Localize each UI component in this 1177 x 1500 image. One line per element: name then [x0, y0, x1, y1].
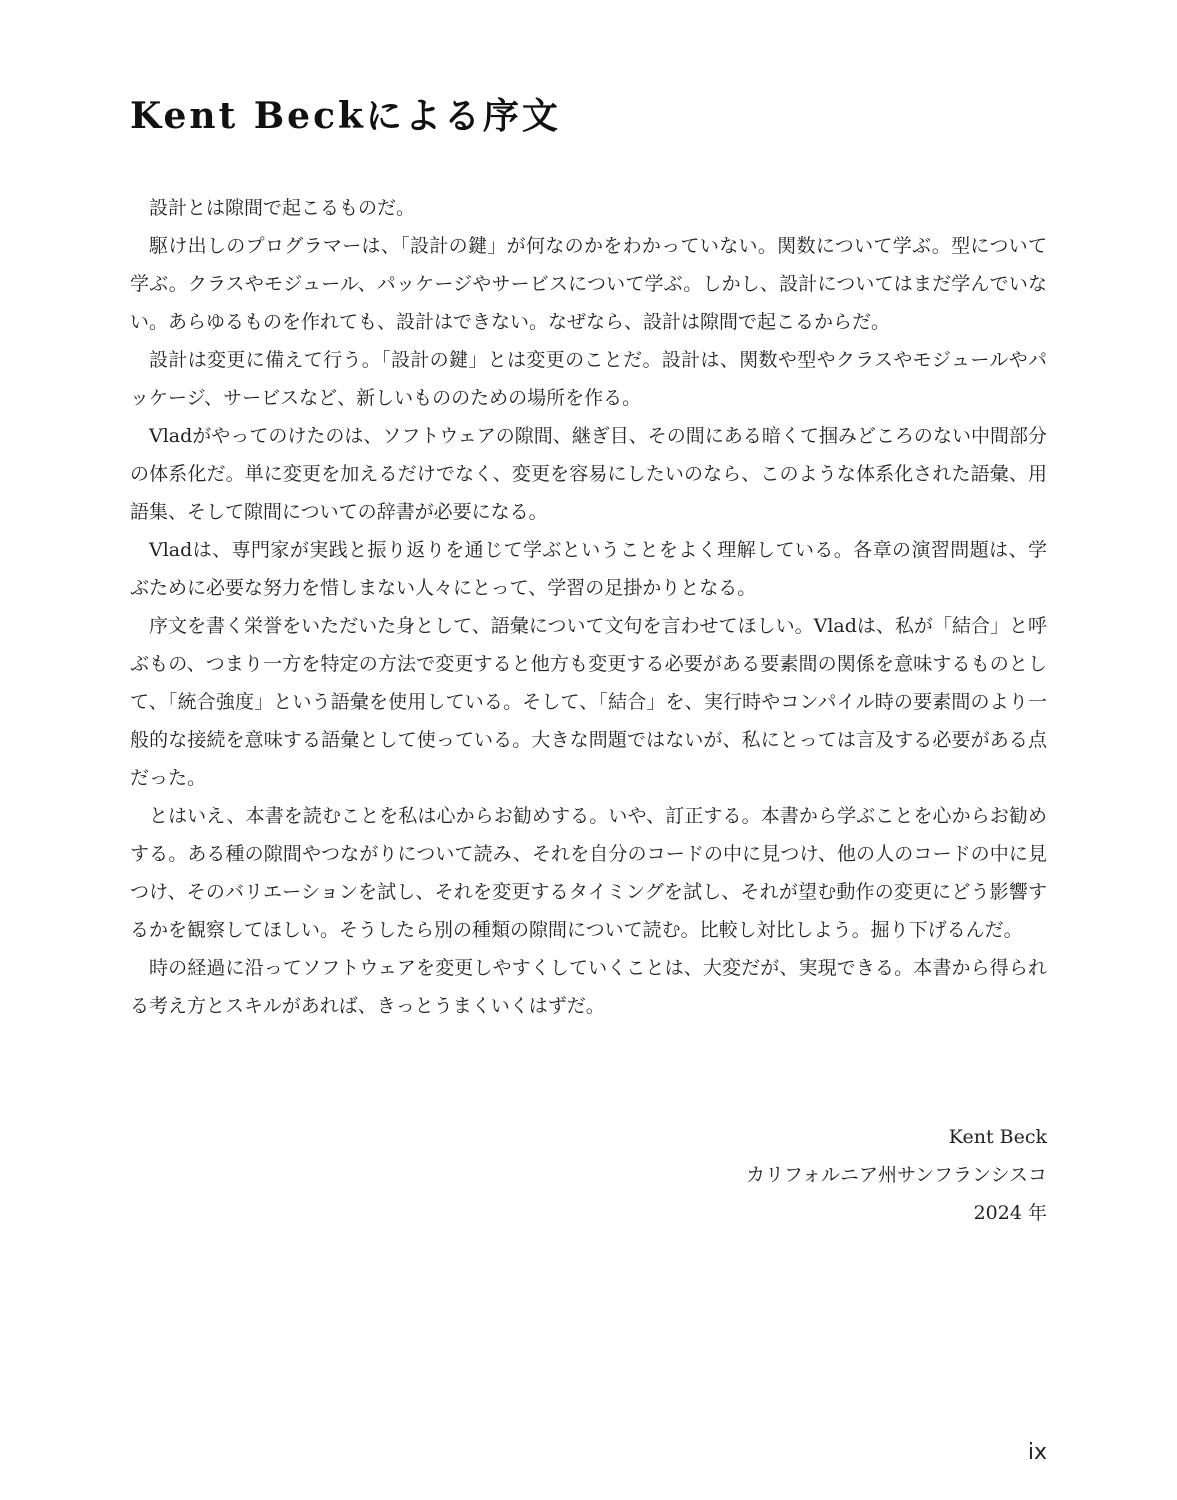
paragraph: 時の経過に沿ってソフトウェアを変更しやすくしていくことは、大変だが、実現できる。本書から得られる考え方とスキルがあれば、きっとうまくいくはずだ。 [130, 957, 1047, 1017]
paragraph: 駆け出しのプログラマーは、「設計の鍵」が何なのかをわかっていない。関数について学ぶ。型について学ぶ。クラスやモジュール、パッケージやサービスについて学ぶ。しかし、設計についてはまだ学んでいない。あらゆるものを作れても、設計はできない。なぜなら、設計は隙間で起こるからだ。 [130, 235, 1047, 333]
chapter-title: Kent Beckによる序文 [130, 95, 561, 137]
signature-year: 2024 年 [973, 1202, 1047, 1224]
paragraph: 設計は変更に備えて行う。「設計の鍵」とは変更のことだ。設計は、関数や型やクラスやモジュールやパッケージ、サービスなど、新しいもののための場所を作る。 [130, 349, 1047, 409]
paragraph: 序文を書く栄誉をいただいた身として、語彙について文句を言わせてほしい。Vladは、私が「結合」と呼ぶもの、つまり一方を特定の方法で変更すると他方も変更する必要がある要素間の関係を意味するものとして、「統合強度」という語彙を使用している。そして、「結合」を、実行時やコンパイル時の要素間のより一般的な接続を意味する語彙として使っている。大きな問題ではないが、私にとっては言及する必要がある点だった。 [130, 615, 1047, 789]
signature-name: Kent Beck [948, 1126, 1047, 1148]
paragraph: とはいえ、本書を読むことを私は心からお勧めする。いや、訂正する。本書から学ぶことを心からお勧めする。ある種の隙間やつながりについて読み、それを自分のコードの中に見つけ、他の人のコードの中に見つけ、そのバリエーションを試し、それを変更するタイミングを試し、それが望む動作の変更にどう影響するかを観察してほしい。そうしたら別の種類の隙間について読む。比較し対比しよう。掘り下げるんだ。 [130, 805, 1047, 941]
page-number: ix [1027, 1440, 1047, 1465]
paragraph: Vladがやってのけたのは、ソフトウェアの隙間、継ぎ目、その間にある暗くて掴みどころのない中間部分の体系化だ。単に変更を加えるだけでなく、変更を容易にしたいのなら、このような体系化された語彙、用語集、そして隙間についての辞書が必要になる。 [130, 425, 1047, 523]
signature-location: カリフォルニア州サンフランシスコ [745, 1164, 1047, 1186]
foreword-body [130, 189, 1047, 1025]
paragraph: Vladは、専門家が実践と振り返りを通じて学ぶということをよく理解している。各章の演習問題は、学ぶために必要な努力を惜しまない人々にとって、学習の足掛かりとなる。 [130, 539, 1047, 599]
signature-block [746, 1118, 1047, 1232]
paragraph: 設計とは隙間で起こるものだ。 [149, 197, 416, 219]
